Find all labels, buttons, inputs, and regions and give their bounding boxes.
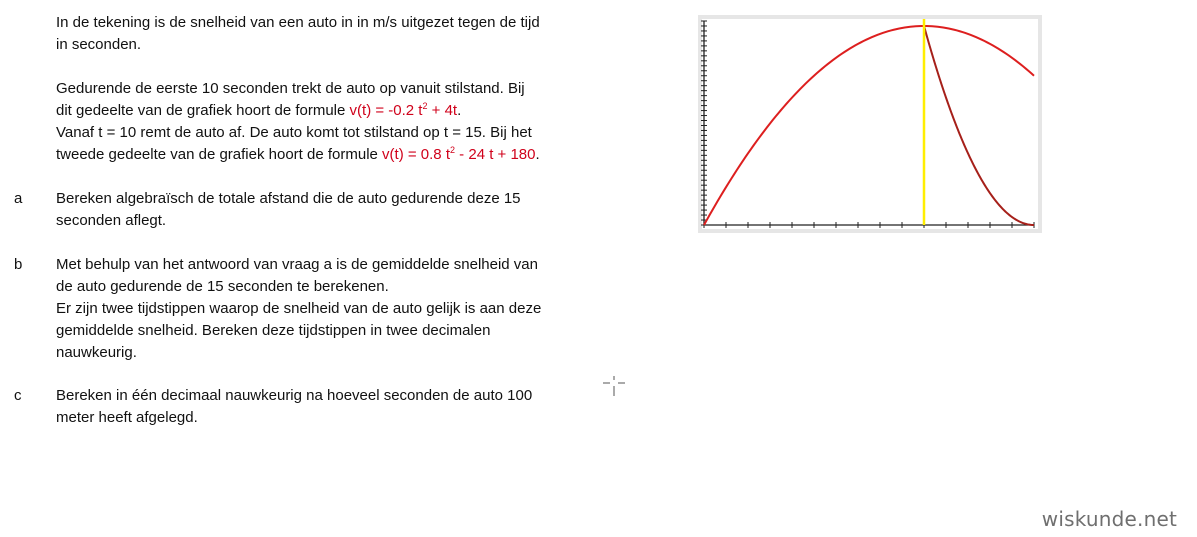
- question-a-line-2: seconden aflegt.: [56, 212, 167, 229]
- intro-line-1: In de tekening is de snelheid van een auto in in m/s uitgezet tegen de tijd: [56, 14, 540, 31]
- question-b-line-1: Met behulp van het antwoord van vraag a is de gemiddelde snelheid van: [56, 256, 538, 273]
- question-b-line-3: Er zijn twee tijdstippen waarop de snelheid van de auto gelijk is aan deze: [56, 300, 542, 317]
- description-line-1: Gedurende de eerste 10 seconden trekt de auto op vanuit stilstand. Bij: [56, 80, 525, 97]
- question-a-text: [56, 188, 616, 232]
- formula-1-pre: v(t) = -0.2 t: [349, 102, 423, 119]
- intro-text: [56, 12, 616, 56]
- formula-2-exponent: 2: [450, 145, 456, 155]
- formula-1-period: .: [457, 102, 462, 119]
- description-line-4: [56, 144, 616, 166]
- question-c-text: [56, 385, 616, 429]
- description-line-3: Vanaf t = 10 remt de auto af. De auto komt tot stilstand op t = 15. Bij het: [56, 124, 532, 141]
- graph-plot-area: [702, 19, 1038, 229]
- question-b-line-2: de auto gedurende de 15 seconden te berekenen.: [56, 278, 389, 295]
- description-text: [56, 78, 616, 166]
- question-a-label: a: [14, 190, 23, 207]
- question-a-line-1: Bereken algebraïsch de totale afstand die de auto gedurende deze 15: [56, 190, 521, 207]
- question-c-line-2: meter heeft afgelegd.: [56, 409, 198, 426]
- description-line-2-text: dit gedeelte van de grafiek hoort de formule: [56, 102, 350, 119]
- question-b-label: b: [14, 256, 23, 273]
- formula-2-post: - 24 t + 180: [455, 146, 536, 163]
- watermark-logo: wiskunde.net: [1041, 507, 1177, 531]
- intro-line-2: in seconden.: [56, 36, 142, 53]
- formula-1-exponent: 2: [422, 101, 428, 111]
- speed-time-graph: [698, 15, 1042, 233]
- formula-2: [382, 146, 535, 163]
- description-line-2: [56, 100, 616, 122]
- formula-2-period: .: [535, 146, 540, 163]
- question-c-line-1: Bereken in één decimaal nauwkeurig na hoeveel seconden de auto 100: [56, 387, 533, 404]
- formula-1-post: + 4t: [427, 102, 458, 119]
- question-c-label: c: [14, 387, 22, 404]
- question-b-text: [56, 254, 616, 364]
- graph-panel: [698, 15, 1042, 233]
- formula-2-pre: v(t) = 0.8 t: [382, 146, 450, 163]
- question-b-line-4: gemiddelde snelheid. Bereken deze tijdstippen in twee decimalen: [56, 322, 491, 339]
- crosshair-cursor-icon: [602, 376, 628, 400]
- question-b-line-5: nauwkeurig.: [56, 344, 137, 361]
- description-line-4-text: tweede gedeelte van de grafiek hoort de formule: [56, 146, 383, 163]
- formula-1: [350, 102, 458, 119]
